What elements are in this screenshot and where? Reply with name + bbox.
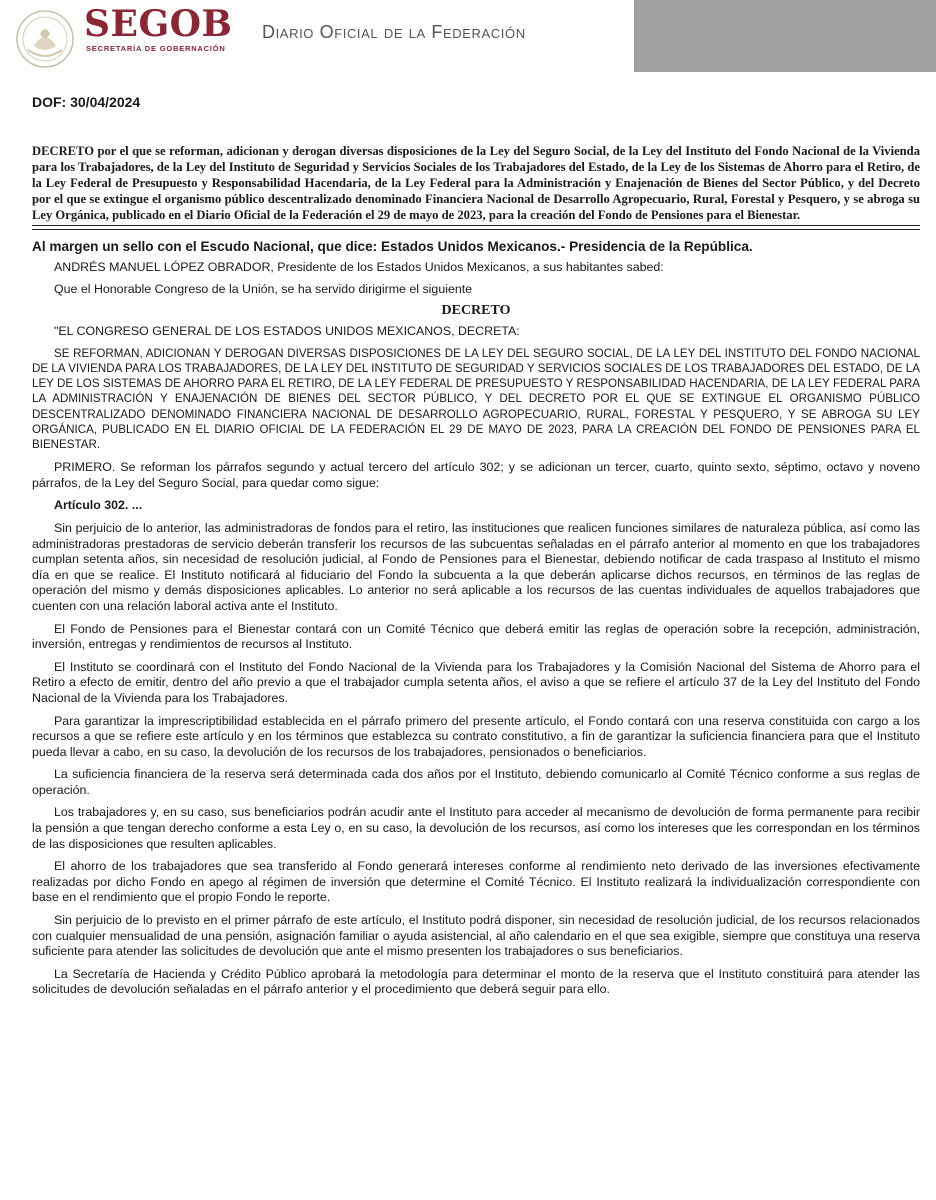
mexico-coat-of-arms-icon — [14, 8, 76, 70]
margin-note: Al margen un sello con el Escudo Nacional, que dice: Estados Unidos Mexicanos.- Presidencia de la República. — [32, 239, 753, 254]
article-paragraph: Sin perjuicio de lo anterior, las administradoras de fondos para el retiro, las instituciones que realicen funciones similares de naturaleza pública, así como las administradoras prestadoras de servicio deberán transferir los recursos de las subcuentas señaladas en el párrafo anterior al momento en que los trabajadores cumplan setenta años, sin necesidad de resolución judicial, al Fondo de Pensiones para el Bienestar, debiendo notificar de cada traspaso al Instituto el mismo día en que se realice. El Instituto notificará al fiduciario del Fondo la subcuenta a la que deberán aplicarse dichos recursos, en términos de las reglas de operación del mismo y demás disposiciones aplicables. Lo anterior no será aplicable a los recursos de las cuentas individuales de aquellos trabajadores que cuenten con una relación laboral activa ante el Instituto. — [32, 520, 920, 613]
president-line — [32, 260, 920, 276]
site-header — [0, 0, 936, 80]
article-heading: Artículo 302. ... — [54, 498, 143, 513]
title-divider — [32, 229, 920, 230]
article-paragraph: La Secretaría de Hacienda y Crédito Público aprobará la metodología para determinar el monto de la reserva que el Instituto constituirá para atender las solicitudes de devolución señaladas en el párrafo anterior y el procedimiento que deberá seguir para ello. — [32, 966, 920, 997]
congress-decreta: "EL CONGRESO GENERAL DE LOS ESTADOS UNIDOS MEXICANOS, DECRETA: — [54, 324, 520, 339]
decree-title: DECRETO por el que se reforman, adicionan y derogan diversas disposiciones de la Ley del Seguro Social, de la Ley del Instituto del Fondo Nacional de la Vivienda para los Trabajadores, de la Ley del Instituto de Seguridad y Servicios Sociales de los Trabajadores del Estado, de la Ley de los Sistemas de Ahorro para el Retiro, de la Ley Federal de Presupuesto y Responsabilidad Hacendaria, de la Ley Federal para la Administración y Enajenación de Bienes del Sector Público, y del Decreto por el que se extingue el organismo público descentralizado denominado Financiera Nacional de Desarrollo Agropecuario, Rural, Forestal y Pesquero, y se abroga su Ley Orgánica, publicado en el Diario Oficial de la Federación el 29 de mayo de 2023, para la creación del Fondo de Pensiones para el Bienestar. — [32, 143, 920, 226]
document-body — [32, 94, 920, 998]
primero-paragraph — [32, 460, 920, 491]
dof-date: DOF: 30/04/2024 — [32, 94, 141, 110]
president-name: ANDRÉS MANUEL LÓPEZ OBRADOR — [54, 260, 271, 274]
article-paragraph: Para garantizar la imprescriptibilidad establecida en el párrafo primero del presente artículo, el Fondo contará con una reserva constituida con cargo a los recursos a que se refiere este artículo y en los términos que establezca su contrato constitutivo, a fin de garantizar la suficiencia financiera para que el Instituto pueda llevar a cabo, en su caso, la devolución de los recursos de los trabajadores, pensionados o beneficiarios. — [32, 713, 920, 759]
primero-label: PRIMERO. — [54, 460, 116, 475]
article-paragraph: Los trabajadores y, en su caso, sus beneficiarios podrán acudir ante el Instituto para acceder al mecanismo de devolución de forma permanente para recibir la pensión a que tengan derecho conforme a esta Ley o, en su caso, la devolución de los recursos, así como los intereses que les correspondan en los términos de las disposiciones que resulten aplicables. — [32, 805, 920, 851]
article-paragraph: El ahorro de los trabajadores que sea transferido al Fondo generará intereses conforme al rendimiento neto derivado de las inversiones efectivamente realizadas por dicho Fondo en apego al régimen de inversión que determine el Comité Técnico. El Instituto realizará la individualización correspondiente con base en el rendimiento que el propio Fondo le reporte. — [32, 859, 920, 905]
header-gray-panel — [634, 0, 936, 72]
article-paragraph: El Instituto se coordinará con el Instituto del Fondo Nacional de la Vivienda para los Trabajadores y la Comisión Nacional del Sistema de Ahorro para el Retiro a efecto de emitir, dentro del año previo a que el trabajador cumpla setenta años, el aviso a que se refiere el artículo 37 de la Ley del Instituto del Fondo Nacional de la Vivienda para los Trabajadores. — [32, 659, 920, 705]
decree-caps-summary: SE REFORMAN, ADICIONAN Y DEROGAN DIVERSAS DISPOSICIONES DE LA LEY DEL SEGURO SOCIAL, DE LA LEY DEL INSTITUTO DEL FONDO NACIONAL DE LA VIVIENDA PARA LOS TRABAJADORES, DE LA LEY DEL INSTITUTO DE SEGURIDAD Y SERVICIOS SOCIALES DE LOS TRABAJADORES DEL ESTADO, DE LA LEY DE LOS SISTEMAS DE AHORRO PARA EL RETIRO, DE LA LEY FEDERAL DE PRESUPUESTO Y RESPONSABILIDAD HACENDARIA, DE LA LEY FEDERAL PARA LA ADMINISTRACIÓN Y ENAJENACIÓN DE BIENES DEL SECTOR PÚBLICO, Y DEL DECRETO POR EL QUE SE EXTINGUE EL ORGANISMO PÚBLICO DESCENTRALIZADO DENOMINADO FINANCIERA NACIONAL DE DESARROLLO AGROPECUARIO, RURAL, FORESTAL Y PESQUERO, Y SE ABROGA SU LEY ORGÁNICA, PUBLICADO EN EL DIARIO OFICIAL DE LA FEDERACIÓN EL 29 DE MAYO DE 2023, PARA LA CREACIÓN DEL FONDO DE PENSIONES PARA EL BIENESTAR. — [32, 346, 920, 451]
decreto-heading: DECRETO — [441, 303, 511, 319]
segob-logo[interactable] — [84, 4, 232, 53]
congress-line: Que el Honorable Congreso de la Unión, se ha servido dirigirme el siguiente — [54, 281, 473, 296]
article-paragraph: Sin perjuicio de lo previsto en el primer párrafo de este artículo, el Instituto podrá disponer, sin necesidad de resolución judicial, de los recursos relacionados con cualquier mensualidad de una pensión, asignación familiar o ayuda asistencial, al año calendario en el que sea exigible, siempre que constituya una reserva suficiente para atender las solicitudes de devolución que ante el mismo presenten los trabajadores o sus beneficiarios. — [32, 913, 920, 959]
primero-text: Se reforman los párrafos segundo y actual tercero del artículo 302; y se adicionan un tercer, cuarto, quinto sexto, séptimo, octavo y noveno párrafos, de la Ley del Seguro Social, para quedar como sigue: — [32, 460, 920, 490]
article-paragraph: El Fondo de Pensiones para el Bienestar contará con un Comité Técnico que deberá emitir las reglas de operación sobre la recepción, administración, inversión, entregas y rendimientos de recursos al Instituto. — [32, 621, 920, 652]
brand-name: SEGOB — [84, 3, 233, 45]
publication-title[interactable]: Diario Oficial de la Federación — [262, 22, 526, 42]
president-text: , Presidente de los Estados Unidos Mexicanos, a sus habitantes sabed: — [270, 260, 664, 274]
brand-subtitle: SECRETARÍA DE GOBERNACIÓN — [86, 44, 226, 53]
article-paragraph: La suficiencia financiera de la reserva será determinada cada dos años por el Instituto, debiendo comunicarlo al Comité Técnico conforme a sus reglas de operación. — [32, 767, 920, 797]
